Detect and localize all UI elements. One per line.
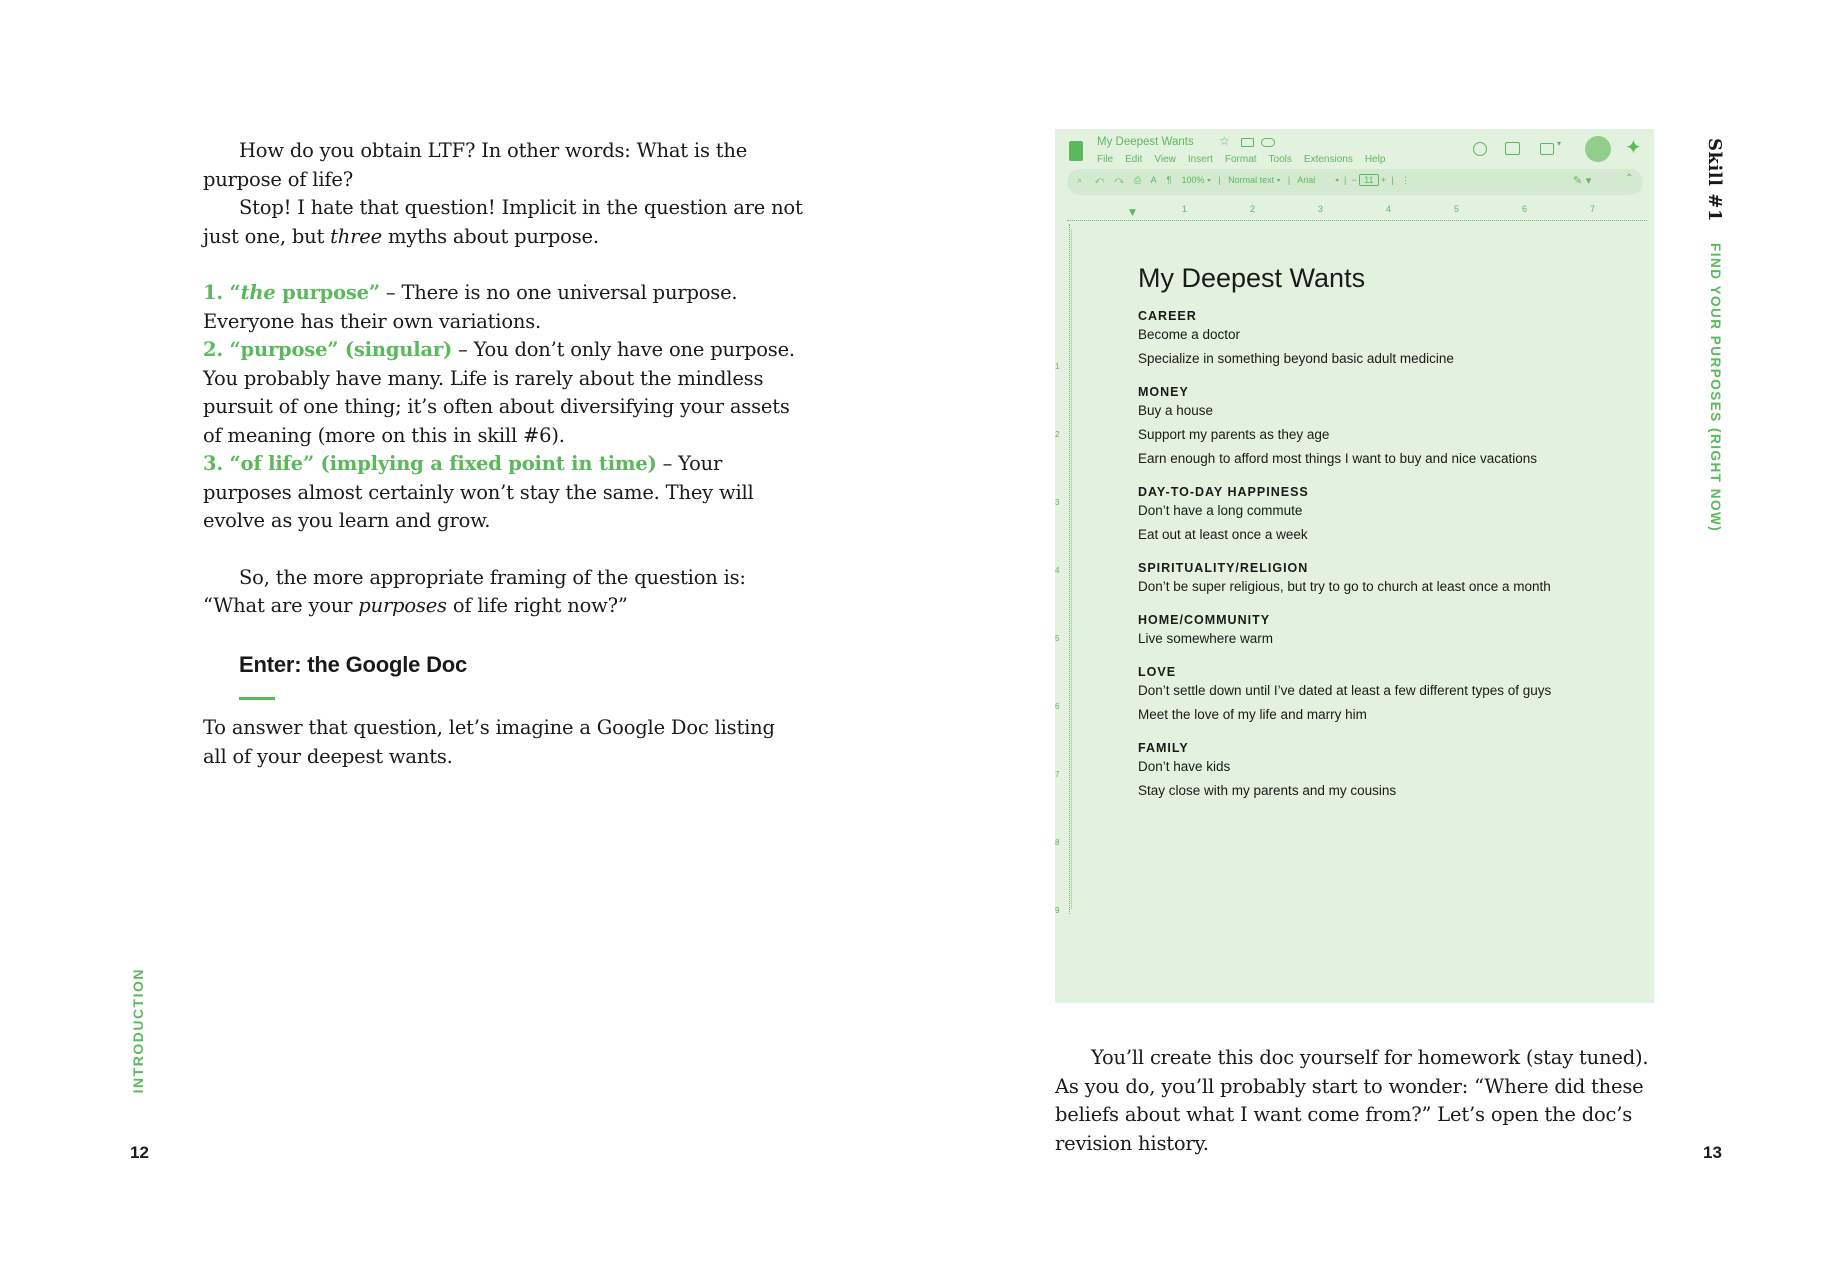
doc-section-spirituality: SPIRITUALITY/RELIGION Don’t be super religious, but try to go to church at least once a month [1138,561,1618,599]
font-size-increase[interactable]: + [1381,175,1387,185]
star-icon[interactable]: ☆ [1219,134,1230,148]
chapter-label: Skill #1 [1704,138,1725,222]
menu-tools[interactable]: Tools [1268,154,1292,165]
doc-section-family: FAMILY Don’t have kids Stay close with my parents and my cousins [1138,741,1618,803]
cloud-icon[interactable] [1261,138,1275,147]
page-number-right: 13 [1703,1143,1722,1162]
emphasis: three [330,224,382,248]
myth-label: 1. “the purpose” [203,281,380,304]
menu-help[interactable]: Help [1364,154,1386,165]
toolbar-items: ⌕ ↶ ↷ ⎙ A ¶ 100% ▾ | Normal text ▾ | Arial ▾ | − 11 + | ⋮ [1077,175,1411,185]
folder-icon[interactable] [1241,138,1254,147]
menu-format[interactable]: Format [1224,154,1257,165]
list-item: Don’t be super religious, but try to go to church at least once a month [1138,579,1551,594]
myth-text: – Your purposes almost certainly won’t stay the same. They will evolve as you learn and grow. [203,452,754,532]
heading-rule [239,697,275,700]
side-label-introduction: INTRODUCTION [130,968,146,1094]
doc-section-home: HOME/COMMUNITY Live somewhere warm [1138,613,1618,651]
doc-body [1138,309,1618,803]
edit-mode-icon[interactable]: ✎ ▾ [1573,174,1592,187]
list-item: Specialize in something beyond basic adult medicine [1138,351,1454,366]
font-select[interactable]: Arial [1297,175,1316,185]
list-item: Don’t have a long commute [1138,503,1303,518]
paragraph [203,194,804,251]
font-size-input[interactable]: 11 [1359,174,1378,186]
menu-bar [1097,154,1397,165]
text: myths about purpose. [381,224,599,248]
list-item: Live somewhere warm [1138,631,1274,646]
redo-icon[interactable]: ↷ [1114,175,1124,185]
zoom-select[interactable]: 100% [1181,175,1205,185]
myth-item [203,279,804,336]
myth-list [203,279,804,536]
spellcheck-icon[interactable]: A [1150,175,1157,185]
doc-heading: My Deepest Wants [1138,263,1366,293]
paragraph: How do you obtain LTF? In other words: What is the purpose of life? [203,139,748,191]
chevron-down-icon[interactable]: ▾ [1557,139,1562,148]
paragraph: To answer that question, let’s imagine a Google Doc listing all of your deepest wants. [203,716,775,768]
list-item: Eat out at least once a week [1138,527,1308,542]
paragraph: So, the more appropriate framing of the question is: “What are your purposes of life right now?” [203,565,746,617]
myth-text: – There is no one universal purpose. Everyone has their own variations. [203,281,738,333]
list-item: Support my parents as they age [1138,427,1330,442]
list-item: Buy a house [1138,403,1214,418]
menu-file[interactable]: File [1097,154,1114,165]
myth-item [203,450,804,536]
share-button[interactable] [1585,136,1611,162]
doc-section-money: MONEY Buy a house Support my parents as they age Earn enough to afford most things I want to buy and nice vacations [1138,385,1618,471]
font-size-decrease[interactable]: − [1351,175,1357,185]
list-item: Become a doctor [1138,327,1241,342]
left-page-body [203,137,804,771]
indent-marker[interactable]: ▼ [1129,208,1136,218]
list-item: Stay close with my parents and my cousins [1138,783,1397,798]
search-icon[interactable]: ⌕ [1077,175,1083,185]
comment-icon[interactable] [1505,142,1520,155]
menu-view[interactable]: View [1154,154,1176,165]
more-options-icon[interactable]: ⋮ [1401,175,1411,185]
myth-text: – You don’t only have one purpose. You probably have many. Life is rarely about the mindless pursuit of one thing; it’s often about diversifying your assets of meaning (more on this in skill #6). [203,338,795,447]
doc-section-love: LOVE Don’t settle down until I’ve dated at least a few different types of guys Meet the love of my life and marry him [1138,665,1618,727]
list-item: Don’t settle down until I’ve dated at least a few different types of guys [1138,683,1552,698]
myth-label: 3. “of life” (implying a fixed point in time) [203,452,657,475]
myth-item [203,336,804,450]
myth-label: 2. “purpose” (singular) [203,338,453,361]
page-number-left: 12 [130,1143,149,1162]
collapse-toolbar-icon[interactable]: ⌃ [1625,173,1634,184]
doc-page[interactable] [1071,229,1632,909]
sparkle-icon[interactable]: ✦ [1625,135,1642,159]
vertical-ruler: 1 2 3 4 5 6 7 8 9 [1055,224,1070,914]
emphasis: purposes [358,594,447,617]
history-icon[interactable] [1473,142,1487,156]
closing-paragraph: You’ll create this doc yourself for homework (stay tuned). As you do, you’ll probably start to wonder: “Where did these beliefs about what I want come from?” Let’s open the doc’s revision history. [1055,1046,1649,1155]
menu-insert[interactable]: Insert [1187,154,1213,165]
list-item: Meet the love of my life and marry him [1138,707,1367,722]
chapter-title: FIND YOUR PURPOSES (RIGHT NOW) [1708,243,1723,533]
list-item: Don’t have kids [1138,759,1231,774]
menu-edit[interactable]: Edit [1125,154,1143,165]
doc-section-career: CAREER Become a doctor Specialize in something beyond basic adult medicine [1138,309,1618,371]
meet-icon[interactable] [1540,143,1554,155]
paint-format-icon[interactable]: ¶ [1166,175,1172,185]
doc-icon [1069,141,1083,161]
section-heading: Enter: the Google Doc [239,651,468,677]
horizontal-ruler: 1 2 3 4 5 6 7 ▼ [1067,208,1647,221]
list-item: Earn enough to afford most things I want to buy and nice vacations [1138,451,1538,466]
google-doc-mockup [1055,129,1654,1003]
undo-icon[interactable]: ↶ [1094,175,1105,185]
doc-section-happiness: DAY-TO-DAY HAPPINESS Don’t have a long commute Eat out at least once a week [1138,485,1618,547]
text: Stop! I hate that question! Implicit in the question are not just one, but [203,196,803,248]
menu-extensions[interactable]: Extensions [1303,154,1353,165]
doc-title[interactable]: My Deepest Wants [1097,136,1194,148]
print-icon[interactable]: ⎙ [1133,175,1142,185]
style-select[interactable]: Normal text [1228,175,1275,185]
